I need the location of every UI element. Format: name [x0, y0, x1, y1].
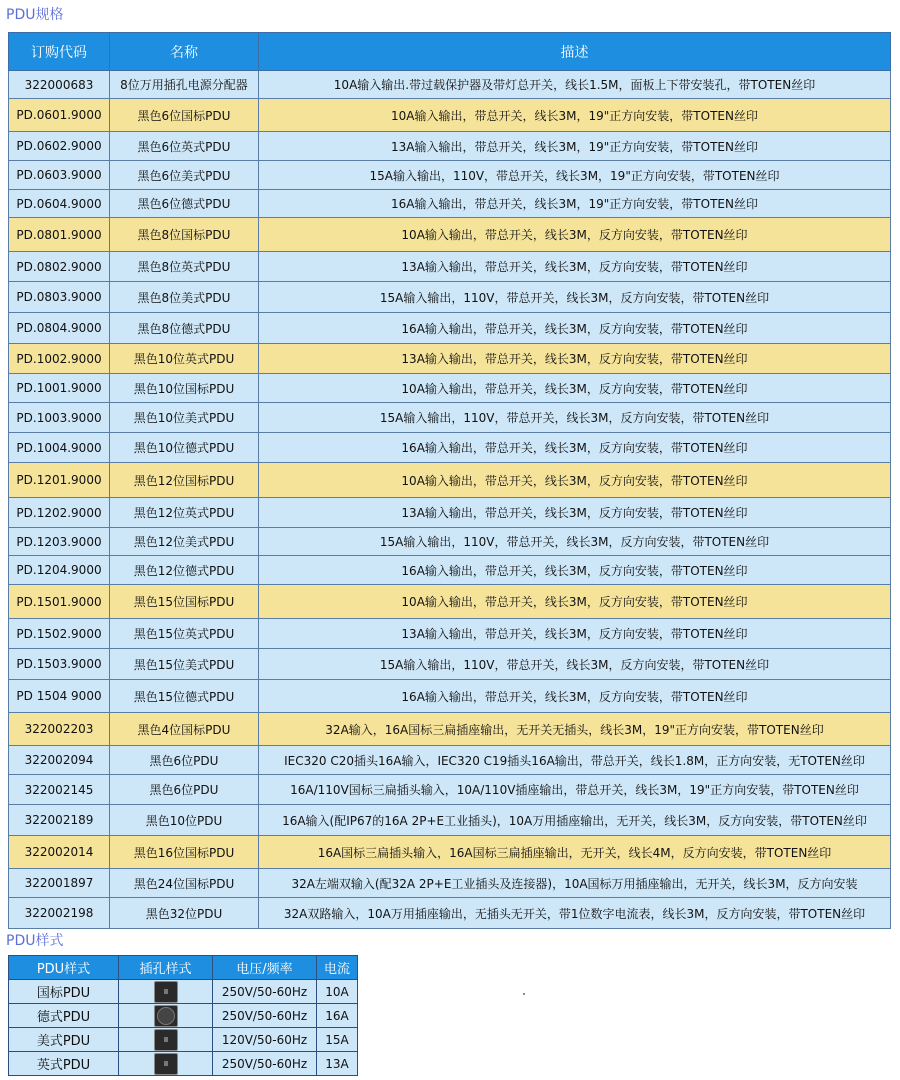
- order-code-cell: PD.0804.9000: [9, 313, 110, 344]
- current-cell: 15A: [317, 1028, 358, 1052]
- table-row: [9, 433, 891, 463]
- table-row: [9, 313, 891, 344]
- pdu-spec-table: [8, 32, 891, 929]
- product-name-cell: 黑色24位国标PDU: [110, 869, 259, 898]
- order-code-cell: PD.1202.9000: [9, 498, 110, 528]
- socket-cell: [119, 1004, 213, 1028]
- description-cell: 16A输入输出，带总开关，线长3M，反方向安装，带TOTEN丝印: [259, 556, 891, 585]
- table-row: [9, 980, 358, 1004]
- description-cell: 10A输入输出.带过载保护器及带灯总开关，线长1.5M，面板上下带安装孔，带TOTEN丝印: [259, 71, 891, 99]
- product-name-cell: 黑色6位PDU: [110, 746, 259, 775]
- table-row: [9, 218, 891, 252]
- description-cell: 13A输入输出，带总开关，线长3M，反方向安装，带TOTEN丝印: [259, 252, 891, 282]
- product-name-cell: 黑色8位德式PDU: [110, 313, 259, 344]
- order-code-cell: PD.1503.9000: [9, 649, 110, 680]
- product-name-cell: 黑色6位PDU: [110, 775, 259, 805]
- description-cell: 32A左端双输入(配32A 2P+E工业插头及连接器)，10A国标万用插座输出，无开关，线长3M，反方向安装: [259, 869, 891, 898]
- uk-socket-icon: [154, 1053, 178, 1075]
- header-current: 电流: [317, 956, 358, 980]
- header-order-code: 订购代码: [9, 33, 110, 71]
- order-code-cell: PD.0803.9000: [9, 282, 110, 313]
- product-name-cell: 黑色6位美式PDU: [110, 161, 259, 190]
- description-cell: 16A输入(配IP67的16A 2P+E工业插头)，10A万用插座输出，无开关，线长3M，反方向安装，带TOTEN丝印: [259, 805, 891, 836]
- table-row: [9, 836, 891, 869]
- table-row: [9, 585, 891, 619]
- description-cell: 16A国标三扁插头输入，16A国标三扁插座输出，无开关，线长4M，反方向安装，带TOTEN丝印: [259, 836, 891, 869]
- table-row: [9, 1004, 358, 1028]
- description-cell: 10A输入输出，带总开关，线长3M，19"正方向安装，带TOTEN丝印: [259, 99, 891, 132]
- table-row: [9, 713, 891, 746]
- socket-cell: [119, 1028, 213, 1052]
- product-name-cell: 黑色6位英式PDU: [110, 132, 259, 161]
- product-name-cell: 黑色15位国标PDU: [110, 585, 259, 619]
- description-cell: 10A输入输出，带总开关，线长3M，反方向安装，带TOTEN丝印: [259, 374, 891, 403]
- product-name-cell: 黑色6位德式PDU: [110, 190, 259, 218]
- product-name-cell: 黑色8位国标PDU: [110, 218, 259, 252]
- us-socket-icon: [154, 1029, 178, 1051]
- table-row: [9, 805, 891, 836]
- product-name-cell: 黑色10位德式PDU: [110, 433, 259, 463]
- product-name-cell: 8位万用插孔电源分配器: [110, 71, 259, 99]
- product-name-cell: 黑色10位美式PDU: [110, 403, 259, 433]
- table-row: [9, 680, 891, 713]
- de-socket-icon: [154, 1005, 178, 1027]
- table-row: [9, 619, 891, 649]
- table-row: [9, 99, 891, 132]
- order-code-cell: PD.1003.9000: [9, 403, 110, 433]
- product-name-cell: 黑色15位美式PDU: [110, 649, 259, 680]
- table-row: [9, 1052, 358, 1076]
- header-description: 描述: [259, 33, 891, 71]
- voltage-cell: 250V/50-60Hz: [213, 1052, 317, 1076]
- table-row: [9, 746, 891, 775]
- description-cell: 13A输入输出，带总开关，线长3M，反方向安装，带TOTEN丝印: [259, 498, 891, 528]
- order-code-cell: 322001897: [9, 869, 110, 898]
- voltage-cell: 250V/50-60Hz: [213, 1004, 317, 1028]
- description-cell: 16A输入输出，带总开关，线长3M，反方向安装，带TOTEN丝印: [259, 433, 891, 463]
- pdu-style-name: 美式PDU: [9, 1028, 119, 1052]
- order-code-cell: 322002014: [9, 836, 110, 869]
- header-pdu-style: PDU样式: [9, 956, 119, 980]
- order-code-cell: 322002203: [9, 713, 110, 746]
- product-name-cell: 黑色10位国标PDU: [110, 374, 259, 403]
- header-socket-style: 插孔样式: [119, 956, 213, 980]
- order-code-cell: 322002198: [9, 898, 110, 929]
- description-cell: 16A/110V国标三扁插头输入，10A/110V插座输出，带总开关，线长3M，19"正方向安装，带TOTEN丝印: [259, 775, 891, 805]
- order-code-cell: PD.0601.9000: [9, 99, 110, 132]
- order-code-cell: PD.0603.9000: [9, 161, 110, 190]
- current-cell: 16A: [317, 1004, 358, 1028]
- table-row: [9, 344, 891, 374]
- product-name-cell: 黑色12位英式PDU: [110, 498, 259, 528]
- table-row: [9, 463, 891, 498]
- order-code-cell: PD.1201.9000: [9, 463, 110, 498]
- table-row: [9, 556, 891, 585]
- table-row: [9, 898, 891, 929]
- table-row: [9, 498, 891, 528]
- product-name-cell: 黑色32位PDU: [110, 898, 259, 929]
- order-code-cell: 322000683: [9, 71, 110, 99]
- description-cell: 10A输入输出，带总开关，线长3M，反方向安装，带TOTEN丝印: [259, 218, 891, 252]
- product-name-cell: 黑色15位英式PDU: [110, 619, 259, 649]
- product-name-cell: 黑色4位国标PDU: [110, 713, 259, 746]
- table-row: [9, 1028, 358, 1052]
- table-row: [9, 649, 891, 680]
- table-row: [9, 403, 891, 433]
- description-cell: 32A输入，16A国标三扁插座输出，无开关无插头，线长3M，19"正方向安装，带TOTEN丝印: [259, 713, 891, 746]
- product-name-cell: 黑色15位德式PDU: [110, 680, 259, 713]
- socket-cell: [119, 1052, 213, 1076]
- product-name-cell: 黑色16位国标PDU: [110, 836, 259, 869]
- order-code-cell: PD.1001.9000: [9, 374, 110, 403]
- product-name-cell: 黑色10位英式PDU: [110, 344, 259, 374]
- order-code-cell: 322002189: [9, 805, 110, 836]
- description-cell: 32A双路输入，10A万用插座输出，无插头无开关，带1位数字电流表，线长3M，反方向安装，带TOTEN丝印: [259, 898, 891, 929]
- product-name-cell: 黑色12位德式PDU: [110, 556, 259, 585]
- product-name-cell: 黑色6位国标PDU: [110, 99, 259, 132]
- order-code-cell: 322002094: [9, 746, 110, 775]
- table-row: [9, 161, 891, 190]
- order-code-cell: PD.0802.9000: [9, 252, 110, 282]
- table-row: [9, 869, 891, 898]
- description-cell: 16A输入输出，带总开关，线长3M，19"正方向安装，带TOTEN丝印: [259, 190, 891, 218]
- table-row: [9, 190, 891, 218]
- order-code-cell: PD.1204.9000: [9, 556, 110, 585]
- current-cell: 13A: [317, 1052, 358, 1076]
- order-code-cell: PD.0801.9000: [9, 218, 110, 252]
- order-code-cell: 322002145: [9, 775, 110, 805]
- product-name-cell: 黑色8位美式PDU: [110, 282, 259, 313]
- voltage-cell: 250V/50-60Hz: [213, 980, 317, 1004]
- table-row: [9, 132, 891, 161]
- stray-dot: [523, 993, 525, 995]
- voltage-cell: 120V/50-60Hz: [213, 1028, 317, 1052]
- pdu-style-name: 英式PDU: [9, 1052, 119, 1076]
- description-cell: 13A输入输出，带总开关，线长3M，19"正方向安装，带TOTEN丝印: [259, 132, 891, 161]
- order-code-cell: PD.1004.9000: [9, 433, 110, 463]
- order-code-cell: PD.1501.9000: [9, 585, 110, 619]
- product-name-cell: 黑色12位美式PDU: [110, 528, 259, 556]
- table-row: [9, 775, 891, 805]
- order-code-cell: PD.0604.9000: [9, 190, 110, 218]
- description-cell: 16A输入输出，带总开关，线长3M，反方向安装，带TOTEN丝印: [259, 680, 891, 713]
- table-row: [9, 374, 891, 403]
- style-section-title: PDU样式: [6, 933, 64, 949]
- cn-socket-icon: [154, 981, 178, 1003]
- description-cell: 15A输入输出，110V，带总开关，线长3M，反方向安装，带TOTEN丝印: [259, 403, 891, 433]
- order-code-cell: PD.1502.9000: [9, 619, 110, 649]
- table-row: [9, 252, 891, 282]
- product-name-cell: 黑色8位英式PDU: [110, 252, 259, 282]
- description-cell: 16A输入输出，带总开关，线长3M，反方向安装，带TOTEN丝印: [259, 313, 891, 344]
- description-cell: 15A输入输出，110V，带总开关，线长3M，反方向安装，带TOTEN丝印: [259, 649, 891, 680]
- description-cell: 13A输入输出，带总开关，线长3M，反方向安装，带TOTEN丝印: [259, 344, 891, 374]
- socket-cell: [119, 980, 213, 1004]
- current-cell: 10A: [317, 980, 358, 1004]
- table-row: [9, 528, 891, 556]
- header-name: 名称: [110, 33, 259, 71]
- order-code-cell: PD 1504 9000: [9, 680, 110, 713]
- spec-section-title: PDU规格: [6, 7, 64, 23]
- pdu-style-name: 德式PDU: [9, 1004, 119, 1028]
- order-code-cell: PD.1002.9000: [9, 344, 110, 374]
- description-cell: IEC320 C20插头16A输入，IEC320 C19插头16A输出，带总开关，线长1.8M，正方向安装，无TOTEN丝印: [259, 746, 891, 775]
- product-name-cell: 黑色10位PDU: [110, 805, 259, 836]
- product-name-cell: 黑色12位国标PDU: [110, 463, 259, 498]
- pdu-style-table: [8, 955, 358, 1076]
- description-cell: 10A输入输出，带总开关，线长3M，反方向安装，带TOTEN丝印: [259, 585, 891, 619]
- pdu-style-name: 国标PDU: [9, 980, 119, 1004]
- table-row: [9, 71, 891, 99]
- description-cell: 15A输入输出，110V，带总开关，线长3M，反方向安装，带TOTEN丝印: [259, 528, 891, 556]
- description-cell: 15A输入输出，110V，带总开关，线长3M，19"正方向安装，带TOTEN丝印: [259, 161, 891, 190]
- description-cell: 13A输入输出，带总开关，线长3M，反方向安装，带TOTEN丝印: [259, 619, 891, 649]
- description-cell: 10A输入输出，带总开关，线长3M，反方向安装，带TOTEN丝印: [259, 463, 891, 498]
- description-cell: 15A输入输出，110V，带总开关，线长3M，反方向安装，带TOTEN丝印: [259, 282, 891, 313]
- order-code-cell: PD.1203.9000: [9, 528, 110, 556]
- order-code-cell: PD.0602.9000: [9, 132, 110, 161]
- header-voltage: 电压/频率: [213, 956, 317, 980]
- table-row: [9, 282, 891, 313]
